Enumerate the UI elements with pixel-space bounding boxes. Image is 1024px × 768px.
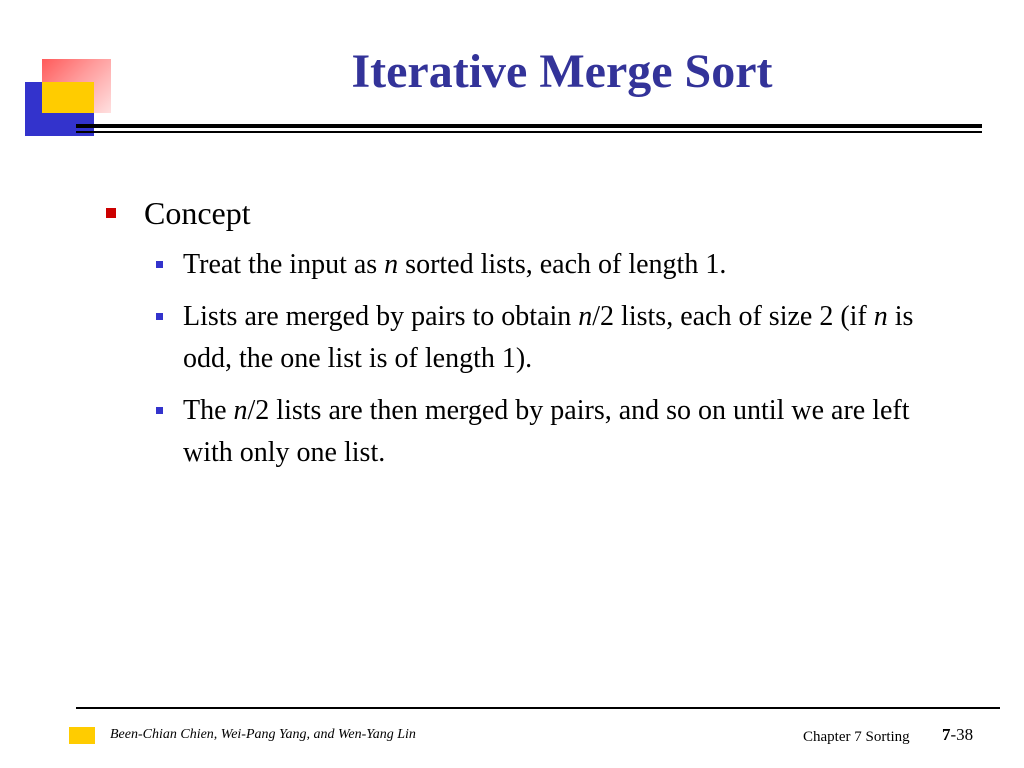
text-run: Treat the input as xyxy=(183,249,385,280)
bullet-level1-text: Concept xyxy=(144,195,251,231)
sub-bullet xyxy=(156,390,944,474)
text-run: The xyxy=(183,395,234,426)
logo-yellow-square xyxy=(42,82,94,113)
title-rule-thin xyxy=(76,131,982,133)
variable-n: n xyxy=(578,301,593,332)
page-chapter-number: 7 xyxy=(942,725,951,744)
slide-logo-squares xyxy=(0,0,130,140)
sub-bullet xyxy=(156,296,944,380)
sub-bullet-list xyxy=(156,244,944,474)
bullet-square-blue-icon xyxy=(156,313,163,320)
bullet-square-blue-icon xyxy=(156,407,163,414)
footer-rule xyxy=(76,707,1000,709)
text-run: /2 lists, each of size 2 (if xyxy=(592,301,874,332)
footer-yellow-square-icon xyxy=(69,727,95,744)
text-run: Lists are merged by pairs to obtain xyxy=(183,301,579,332)
sub-bullet xyxy=(156,244,944,286)
text-run: is odd, the one list is of length 1). xyxy=(183,301,914,374)
sub-bullet-text xyxy=(183,390,943,474)
sub-bullet-text xyxy=(183,244,943,286)
text-run: sorted lists, each of length 1. xyxy=(398,249,727,280)
sub-bullet-text xyxy=(183,296,943,380)
title-rule-thick xyxy=(76,124,982,128)
footer-chapter: Chapter 7 Sorting xyxy=(803,729,910,745)
slide-body xyxy=(104,192,944,484)
bullet-square-red-icon xyxy=(106,208,116,218)
slide-title: Iterative Merge Sort xyxy=(351,45,773,98)
page-slide-number: -38 xyxy=(950,725,974,744)
variable-n: n xyxy=(384,249,399,280)
bullet-square-blue-icon xyxy=(156,261,163,268)
text-run: /2 lists are then merged by pairs, and so on until we are left with only one list. xyxy=(183,395,910,468)
footer-authors: Been-Chian Chien, Wei-Pang Yang, and Wen-Yang Lin xyxy=(110,727,416,742)
bullet-level1 xyxy=(104,192,944,234)
footer-page-number xyxy=(942,725,973,745)
variable-n: n xyxy=(233,395,248,426)
variable-n: n xyxy=(873,301,888,332)
